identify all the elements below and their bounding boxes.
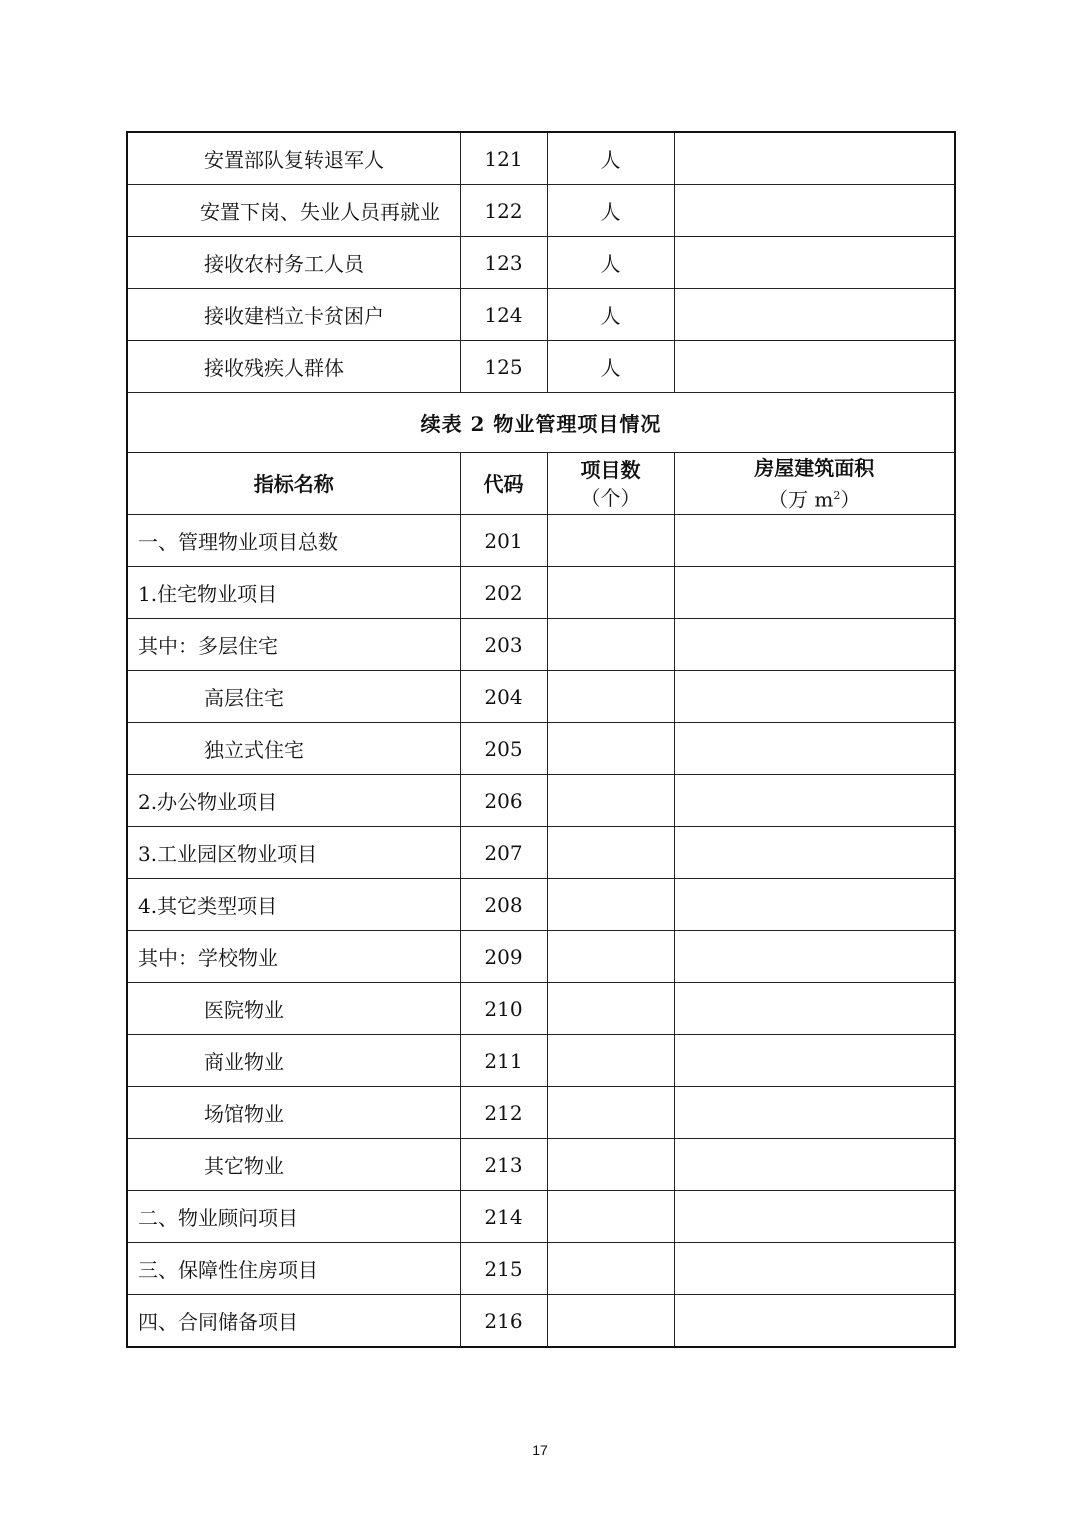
area-cell (674, 1139, 955, 1191)
indicator-name: 安置下岗、失业人员再就业 (127, 185, 460, 237)
area-cell (674, 1191, 955, 1243)
area-cell (674, 775, 955, 827)
table-row (127, 931, 955, 983)
area-cell (674, 567, 955, 619)
statistics-table (126, 131, 956, 1348)
indicator-name: 3.工业园区物业项目 (127, 827, 460, 879)
value-cell (674, 289, 955, 341)
area-cell (674, 879, 955, 931)
table-row (127, 671, 955, 723)
table-row (127, 341, 955, 393)
table-row (127, 879, 955, 931)
indicator-code: 214 (460, 1191, 547, 1243)
indicator-code: 201 (460, 515, 547, 567)
indicator-code: 206 (460, 775, 547, 827)
area-cell (674, 827, 955, 879)
indicator-code: 209 (460, 931, 547, 983)
indicator-name: 1.住宅物业项目 (127, 567, 460, 619)
table-row (127, 775, 955, 827)
indicator-name: 其它物业 (127, 1139, 460, 1191)
indicator-code: 216 (460, 1295, 547, 1348)
indicator-name: 高层住宅 (127, 671, 460, 723)
table-title: 续表 2 物业管理项目情况 (127, 393, 955, 453)
count-cell (547, 983, 674, 1035)
indicator-name: 一、管理物业项目总数 (127, 515, 460, 567)
indicator-unit: 人 (547, 289, 674, 341)
area-cell (674, 671, 955, 723)
indicator-name: 2.办公物业项目 (127, 775, 460, 827)
table-row (127, 1035, 955, 1087)
header-area-unit (675, 482, 955, 514)
indicator-code: 123 (460, 237, 547, 289)
count-cell (547, 775, 674, 827)
value-cell (674, 237, 955, 289)
indicator-name: 安置部队复转退军人 (127, 132, 460, 185)
area-cell (674, 1243, 955, 1295)
indicator-code: 208 (460, 879, 547, 931)
indicator-name: 独立式住宅 (127, 723, 460, 775)
table-row (127, 723, 955, 775)
header-code: 代码 (460, 453, 547, 515)
indicator-name: 其中：学校物业 (127, 931, 460, 983)
area-cell (674, 931, 955, 983)
count-cell (547, 931, 674, 983)
table-row (127, 515, 955, 567)
indicator-unit: 人 (547, 185, 674, 237)
indicator-code: 121 (460, 132, 547, 185)
count-cell (547, 671, 674, 723)
indicator-code: 203 (460, 619, 547, 671)
indicator-code: 125 (460, 341, 547, 393)
count-cell (547, 1295, 674, 1348)
header-name: 指标名称 (127, 453, 460, 515)
area-cell (674, 1087, 955, 1139)
indicator-name: 四、合同储备项目 (127, 1295, 460, 1348)
header-area (674, 453, 955, 515)
table-row (127, 185, 955, 237)
indicator-code: 211 (460, 1035, 547, 1087)
table-row (127, 289, 955, 341)
value-cell (674, 341, 955, 393)
indicator-code: 204 (460, 671, 547, 723)
indicator-unit: 人 (547, 237, 674, 289)
table-row (127, 619, 955, 671)
header-count-unit: （个） (580, 485, 641, 510)
table-row (127, 1295, 955, 1348)
value-cell (674, 185, 955, 237)
indicator-name: 接收建档立卡贫困户 (127, 289, 460, 341)
indicator-name: 4.其它类型项目 (127, 879, 460, 931)
indicator-name: 商业物业 (127, 1035, 460, 1087)
indicator-code: 122 (460, 185, 547, 237)
indicator-name: 其中：多层住宅 (127, 619, 460, 671)
indicator-code: 202 (460, 567, 547, 619)
table-row (127, 827, 955, 879)
indicator-name: 场馆物业 (127, 1087, 460, 1139)
area-cell (674, 723, 955, 775)
header-count-label: 项目数 (580, 457, 641, 482)
count-cell (547, 879, 674, 931)
indicator-code: 205 (460, 723, 547, 775)
count-cell (547, 1139, 674, 1191)
table-header-row (127, 453, 955, 515)
indicator-name: 三、保障性住房项目 (127, 1243, 460, 1295)
indicator-name: 二、物业顾问项目 (127, 1191, 460, 1243)
area-unit-suffix: ） (840, 487, 861, 512)
table-row (127, 1139, 955, 1191)
table-title-row (127, 393, 955, 453)
header-count (547, 453, 674, 515)
count-cell (547, 1191, 674, 1243)
indicator-name: 接收残疾人群体 (127, 341, 460, 393)
page-number: 17 (532, 1442, 548, 1458)
indicator-code: 213 (460, 1139, 547, 1191)
table-row (127, 1087, 955, 1139)
indicator-code: 124 (460, 289, 547, 341)
header-area-label: 房屋建筑面积 (754, 455, 875, 480)
count-cell (547, 515, 674, 567)
table-row (127, 132, 955, 185)
count-cell (547, 1087, 674, 1139)
indicator-unit: 人 (547, 341, 674, 393)
value-cell (674, 132, 955, 185)
indicator-name: 医院物业 (127, 983, 460, 1035)
area-cell (674, 1035, 955, 1087)
area-unit-prefix: （万 m (768, 487, 834, 512)
count-cell (547, 567, 674, 619)
area-cell (674, 619, 955, 671)
table-row (127, 567, 955, 619)
indicator-code: 207 (460, 827, 547, 879)
count-cell (547, 723, 674, 775)
indicator-unit: 人 (547, 132, 674, 185)
indicator-code: 210 (460, 983, 547, 1035)
table-row (127, 1191, 955, 1243)
count-cell (547, 1243, 674, 1295)
table-row (127, 237, 955, 289)
area-cell (674, 983, 955, 1035)
indicator-code: 212 (460, 1087, 547, 1139)
table-row (127, 983, 955, 1035)
count-cell (547, 619, 674, 671)
count-cell (547, 827, 674, 879)
count-cell (547, 1035, 674, 1087)
area-cell (674, 1295, 955, 1348)
area-cell (674, 515, 955, 567)
indicator-code: 215 (460, 1243, 547, 1295)
table-row (127, 1243, 955, 1295)
area-unit-sup: 2 (833, 488, 841, 502)
indicator-name: 接收农村务工人员 (127, 237, 460, 289)
